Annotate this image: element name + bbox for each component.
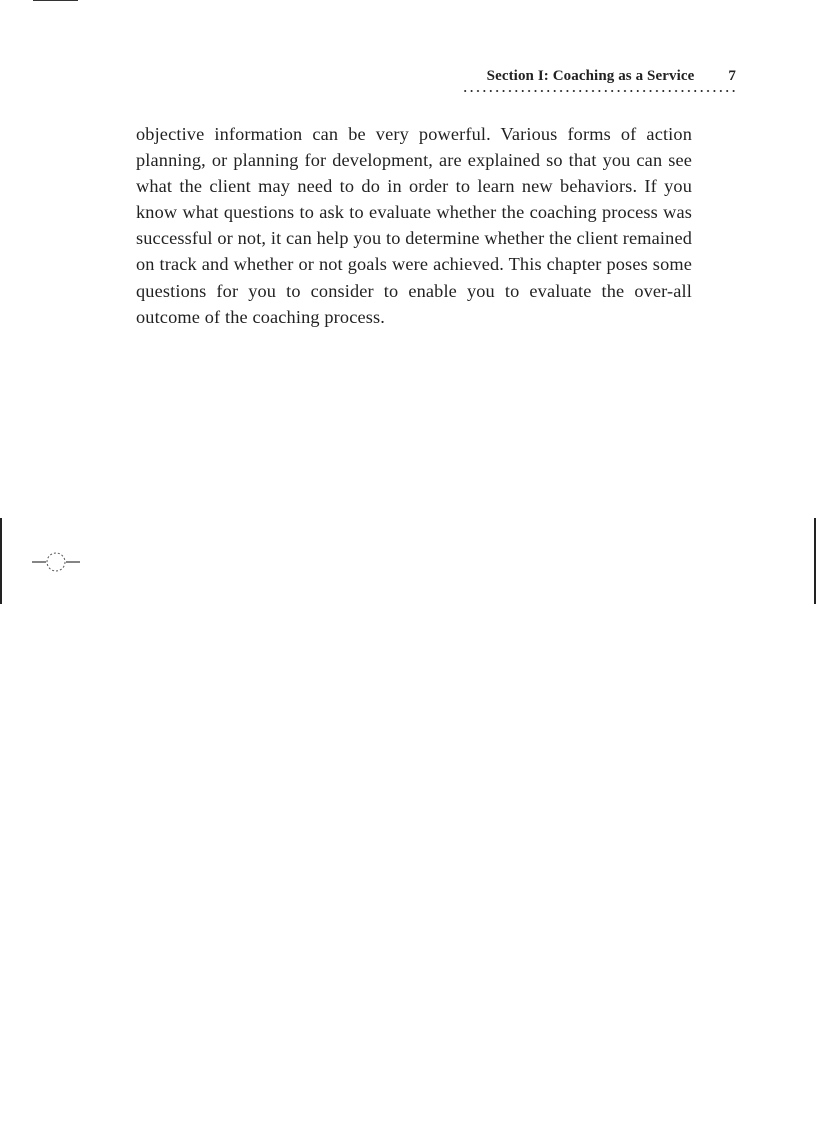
section-title: Section I: Coaching as a Service [486, 68, 695, 84]
crop-mark-top [33, 0, 78, 1]
running-header [440, 68, 736, 93]
body-paragraph: objective information can be very powerful. Various forms of action planning, or planning for development, are explained so that you can see what the client may need to do in order to learn new behaviors. If you know what questions to ask to evaluate whether the coaching process was successful or not, it can help you to determine whether the client remained on track and whether or not goals were achieved. This chapter poses some questions for you to consider to enable you to evaluate the over-all outcome of the coaching process. [136, 124, 692, 327]
crop-mark-left [0, 518, 2, 604]
running-header-line [440, 68, 736, 85]
page-number: 7 [728, 68, 736, 84]
header-dotted-rule [462, 89, 736, 93]
registration-mark-icon [32, 548, 80, 576]
